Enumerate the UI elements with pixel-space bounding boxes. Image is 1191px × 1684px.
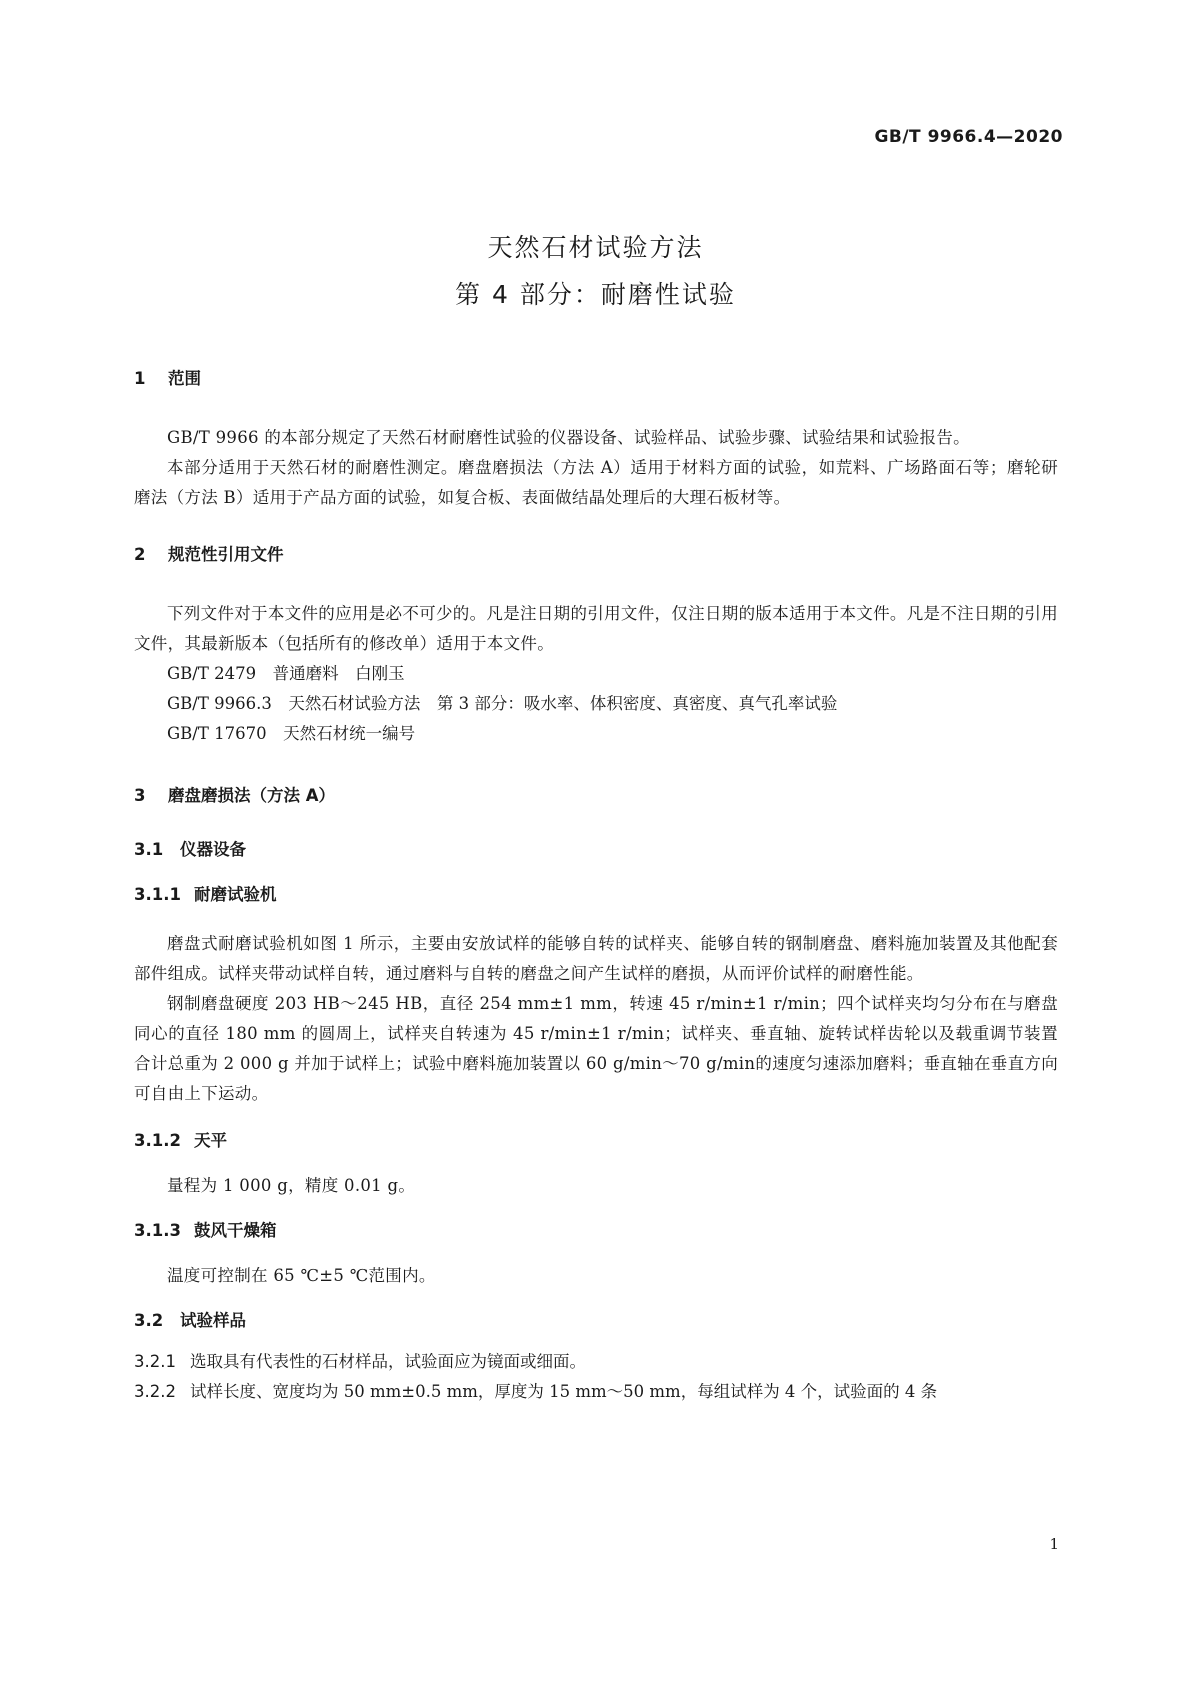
- paragraph: 本部分适用于天然石材的耐磨性测定。磨盘磨损法（方法 A）适用于材料方面的试验，如荒料、广场路面石等；磨轮研磨法（方法 B）适用于产品方面的试验，如复合板、表面做结晶处理后的大理石板材等。: [134, 458, 1058, 507]
- paragraph: 温度可控制在 65 ℃±5 ℃范围内。: [167, 1266, 436, 1285]
- paragraph: 磨盘式耐磨试验机如图 1 所示，主要由安放试样的能够自转的试样夹、能够自转的钢制磨盘、磨料施加装置及其他配套部件组成。试样夹带动试样自转，通过磨料与自转的磨盘之间产生试样的磨损，从而评价试样的耐磨性能。: [134, 934, 1058, 983]
- document-body: [134, 365, 1058, 1407]
- clause-item: [134, 1377, 1058, 1407]
- standard-number: GB/T 9966.4—2020: [874, 127, 1063, 147]
- section-number: 3.1.3: [134, 1221, 181, 1240]
- subsection-heading-3-1-2: [134, 1127, 1058, 1151]
- section-title: 天平: [194, 1131, 227, 1150]
- section-number: 1: [134, 369, 146, 388]
- paragraph: GB/T 9966 的本部分规定了天然石材耐磨性试验的仪器设备、试验样品、试验步骤、试验结果和试验报告。: [167, 428, 970, 447]
- section-title: 磨盘磨损法（方法 A）: [168, 786, 336, 805]
- section-heading-1: [134, 365, 1058, 389]
- section-title: 规范性引用文件: [168, 545, 284, 564]
- document-title: 天然石材试验方法: [487, 233, 704, 262]
- section-number: 3.1: [134, 840, 164, 859]
- clause-item: [134, 1347, 1058, 1377]
- section-heading-3: [134, 782, 1058, 806]
- document-subtitle: 第 4 部分：耐磨性试验: [455, 280, 736, 309]
- section-number: 3: [134, 786, 146, 805]
- clause-text: 试样长度、宽度均为 50 mm±0.5 mm，厚度为 15 mm～50 mm，每组试样为 4 个，试验面的 4 条: [190, 1382, 938, 1401]
- section-number: 3.1.1: [134, 885, 181, 904]
- subsection-heading-3-2: [134, 1307, 1058, 1331]
- section-number: 3.1.2: [134, 1131, 181, 1150]
- section-title: 范围: [168, 369, 201, 388]
- normative-reference: GB/T 17670 天然石材统一编号: [167, 724, 416, 743]
- subsection-heading-3-1: [134, 836, 1058, 860]
- paragraph: 量程为 1 000 g，精度 0.01 g。: [167, 1176, 416, 1195]
- subsection-heading-3-1-1: [134, 881, 1058, 905]
- paragraph: 下列文件对于本文件的应用是必不可少的。凡是注日期的引用文件，仅注日期的版本适用于本文件。凡是不注日期的引用文件，其最新版本（包括所有的修改单）适用于本文件。: [134, 604, 1058, 653]
- normative-reference: GB/T 9966.3 天然石材试验方法 第 3 部分：吸水率、体积密度、真密度、真气孔率试验: [167, 694, 838, 713]
- clause-number: 3.2.1: [134, 1352, 176, 1371]
- section-heading-2: [134, 541, 1058, 565]
- section-number: 2: [134, 545, 146, 564]
- clause-text: 选取具有代表性的石材样品，试验面应为镜面或细面。: [190, 1352, 586, 1371]
- clause-number: 3.2.2: [134, 1382, 176, 1401]
- section-number: 3.2: [134, 1311, 164, 1330]
- section-title: 试验样品: [180, 1311, 246, 1330]
- normative-reference: GB/T 2479 普通磨料 白刚玉: [167, 664, 405, 683]
- section-title: 耐磨试验机: [194, 885, 277, 904]
- paragraph: 钢制磨盘硬度 203 HB～245 HB，直径 254 mm±1 mm，转速 45 r/min±1 r/min；四个试样夹均匀分布在与磨盘同心的直径 180 mm 的圆周上，试样夹自转速为 45 r/min±1 r/min；试样夹、垂直轴、旋转试样齿轮以及载重调节装置合计总重为 2 000 g 并加于试样上；试验中磨料施加装置以 60 g/min～70 g/min的速度匀速添加磨料；垂直轴在垂直方向可自由上下运动。: [134, 994, 1058, 1103]
- page-number: 1: [1049, 1535, 1059, 1553]
- subsection-heading-3-1-3: [134, 1217, 1058, 1241]
- section-title: 仪器设备: [180, 840, 246, 859]
- section-title: 鼓风干燥箱: [194, 1221, 277, 1240]
